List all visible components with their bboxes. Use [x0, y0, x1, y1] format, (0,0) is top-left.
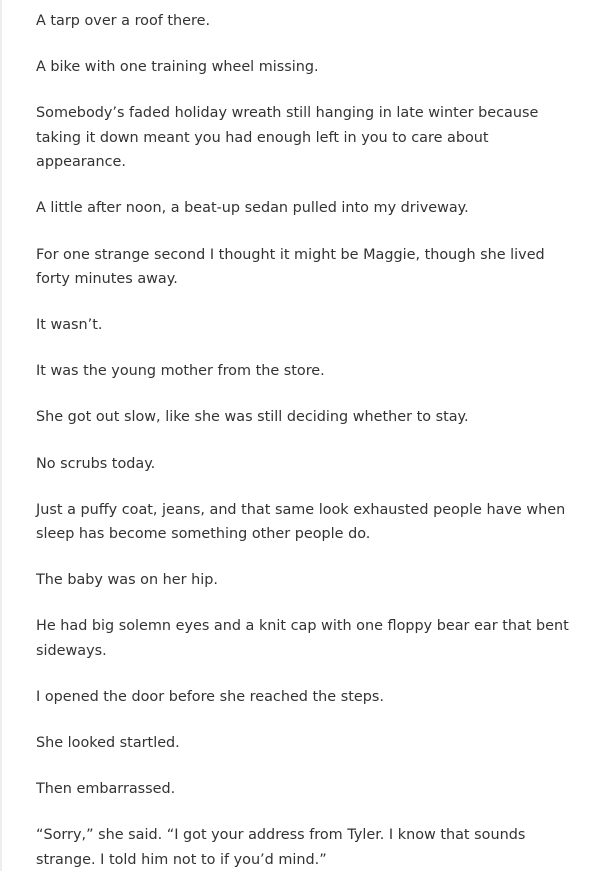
paragraph-9: No scrubs today.: [36, 455, 156, 472]
paragraph-12: He had big solemn eyes and a knit cap with one floppy bear ear that bent sideways.: [36, 618, 569, 659]
paragraph-16: “Sorry,” she said. “I got your address from Tyler. I know that sounds strange. I told him not to if you’d mind.”: [36, 827, 526, 868]
paragraph-13: I opened the door before she reached the steps.: [36, 689, 384, 706]
paragraph-2: A bike with one training wheel missing.: [36, 59, 319, 76]
paragraph-15: Then embarrassed.: [36, 781, 176, 798]
paragraph-6: It wasn’t.: [36, 317, 103, 334]
paragraph-14: She looked startled.: [36, 735, 180, 752]
paragraph-11: The baby was on her hip.: [36, 572, 218, 589]
paragraph-3: Somebody’s faded holiday wreath still hanging in late winter because taking it down meant you had enough left in you to care about appearance.: [36, 105, 539, 171]
paragraph-7: It was the young mother from the store.: [36, 363, 325, 380]
paragraph-5: For one strange second I thought it might be Maggie, though she lived forty minutes away.: [36, 246, 545, 288]
paragraph-10: Just a puffy coat, jeans, and that same look exhausted people have when sleep has become something other people do.: [36, 501, 566, 543]
paragraph-4: A little after noon, a beat-up sedan pulled into my driveway.: [36, 200, 469, 217]
article-body: [36, 0, 576, 894]
paragraph-1: A tarp over a roof there.: [36, 13, 211, 29]
paragraph-8: She got out slow, like she was still deciding whether to stay.: [36, 409, 469, 426]
left-border: [0, 0, 2, 871]
